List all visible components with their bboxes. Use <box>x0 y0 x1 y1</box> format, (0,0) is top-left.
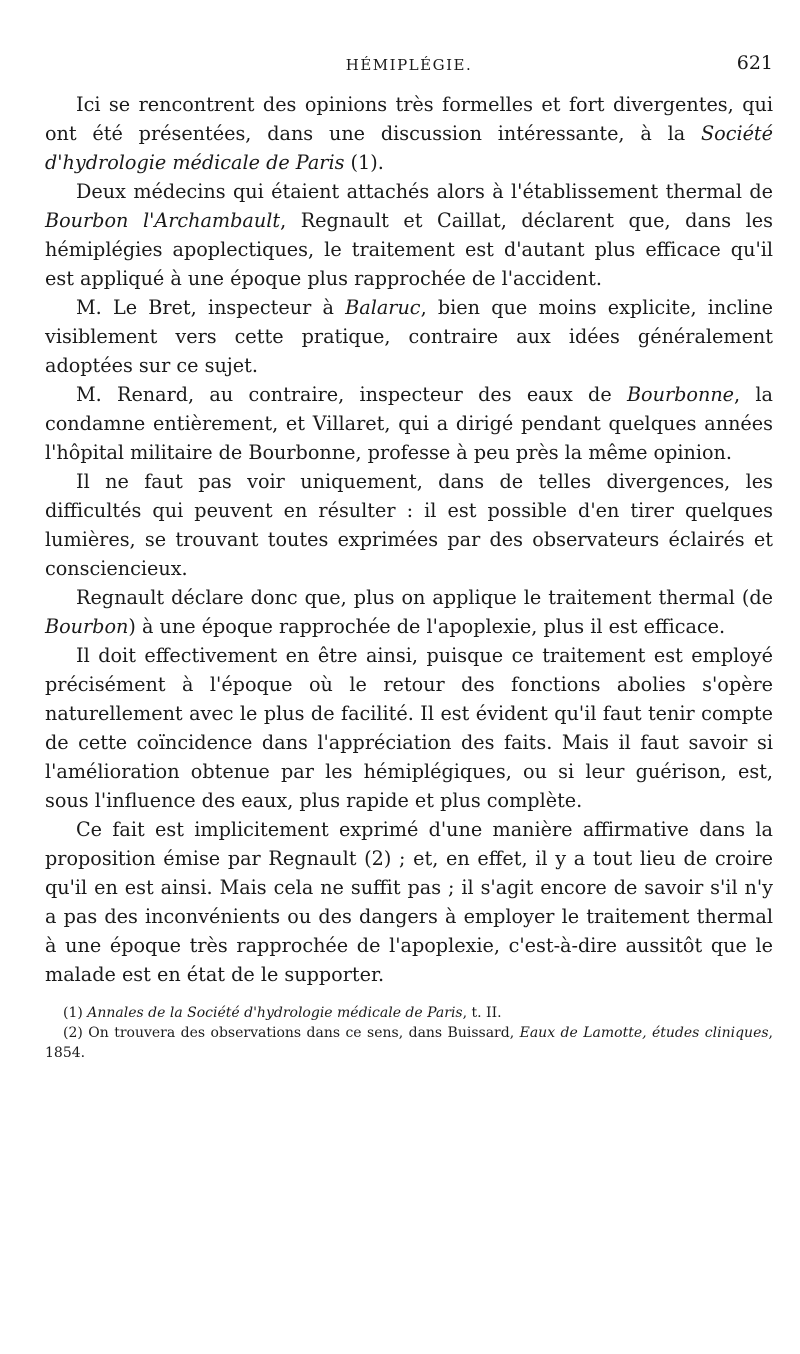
footnote: (2) On trouvera des observations dans ce sens, dans Buissard, Eaux de Lamotte, études cliniques, 1854. <box>45 1025 773 1061</box>
paragraph: Regnault déclare donc que, plus on applique le traitement thermal (de Bourbon) à une époque rapprochée de l'apoplexie, plus il est efficace. <box>45 586 773 638</box>
paragraph: M. Renard, au contraire, inspecteur des eaux de Bourbonne, la condamne entièrement, et Villaret, qui a dirigé pendant quelques années l'hôpital militaire de Bourbonne, professe à peu près la même opinion. <box>45 383 773 464</box>
page-number: 621 <box>736 52 773 74</box>
body-text <box>45 90 773 989</box>
paragraph: Ici se rencontrent des opinions très formelles et fort divergentes, qui ont été présentées, dans une discussion intéressante, à la Société d'hydrologie médicale de Paris (1). <box>45 93 773 174</box>
paragraph: M. Le Bret, inspecteur à Balaruc, bien que moins explicite, incline visiblement vers cette pratique, contraire aux idées généralement adoptées sur ce sujet. <box>45 296 773 377</box>
paragraph: Deux médecins qui étaient attachés alors à l'établissement thermal de Bourbon l'Archambault, Regnault et Caillat, déclarent que, dans les hémiplégies apoplectiques, le traitement est d'autant plus efficace qu'il est appliqué à une époque plus rapprochée de l'accident. <box>45 180 774 290</box>
paragraph: Il doit effectivement en être ainsi, puisque ce traitement est employé précisément à l'époque où le retour des fonctions abolies s'opère naturellement avec le plus de facilité. Il est évident qu'il faut tenir compte de cette coïncidence dans l'appréciation des faits. Mais il faut savoir si l'amélioration obtenue par les hémiplégiques, ou si leur guérison, est, sous l'influence des eaux, plus rapide et plus complète. <box>45 644 773 812</box>
paragraph: Ce fait est implicitement exprimé d'une manière affirmative dans la proposition émise par Regnault (2) ; et, en effet, il y a tout lieu de croire qu'il en est ainsi. Mais cela ne suffit pas ; il s'agit encore de savoir s'il n'y a pas des inconvénients ou des dangers à employer le traitement thermal à une époque très rapprochée de l'apoplexie, c'est-à-dire aussitôt que le malade est en état de le supporter. <box>45 818 773 986</box>
book-page <box>45 52 773 1063</box>
running-header <box>45 52 773 78</box>
footnote: (1) Annales de la Société d'hydrologie médicale de Paris, t. II. <box>63 1005 502 1021</box>
paragraph: Il ne faut pas voir uniquement, dans de telles divergences, les difficultés qui peuvent en résulter : il est possible d'en tirer quelques lumières, se trouvant toutes exprimées par des observateurs éclairés et consciencieux. <box>45 470 773 580</box>
footnotes <box>45 1003 773 1063</box>
running-title: HÉMIPLÉGIE. <box>345 56 473 74</box>
